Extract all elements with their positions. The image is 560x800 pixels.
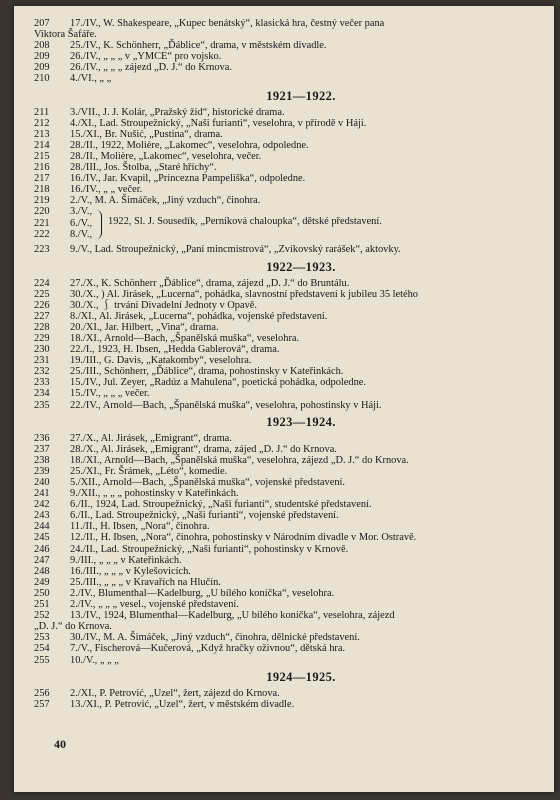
entry-number: 255 (34, 654, 50, 666)
entry-text: 9./V., Lad. Stroupežnický, „Paní mincmistrová“, „Zvíkovský rarášek“, aktovky. (70, 244, 401, 256)
entry-number: 223 (34, 244, 50, 256)
brace-symbol (94, 210, 102, 239)
entry-text: 1922, Sl. J. Sousedík, „Perníková chaloupka“, dětské představení. (108, 216, 382, 228)
entry-number: 209 (34, 51, 50, 63)
entry-text: 5./XII., Arnold—Bach, „Španělská muška“, vojenské představení. (70, 477, 345, 488)
entry-number: 250 (34, 587, 50, 599)
entry-number: 256 (34, 687, 50, 699)
entry-text: 6./II., 1924, Lad. Stroupežnický, „Naši furianti“, studentské představení. (70, 499, 372, 511)
page-number: 40 (54, 737, 66, 751)
entry-number: 228 (34, 321, 50, 333)
entry-date: 3./V., (70, 206, 93, 218)
list-item (34, 399, 532, 411)
list-item (34, 443, 532, 455)
entry-number: 240 (34, 477, 50, 488)
entry-number: 207 (34, 18, 50, 29)
entry-text: 26./IV., „ „ „ v „YMCE“ pro vojsko. (70, 51, 222, 63)
entry-text: 16./IV., „ „ večer. (70, 184, 143, 196)
entry-text: 16./III., „ „ „ v Kylešovicích. (70, 565, 191, 577)
entry-number: 257 (34, 698, 50, 710)
season-heading: 1924—1925. (266, 669, 336, 684)
list-item (34, 228, 532, 240)
entry-text: Viktora Šafáře. (34, 29, 97, 41)
list-item (34, 465, 532, 477)
entry-text: 4./XI., Lad. Stroupežnický, „Naši furianti“, veselohra, v přírodě v Háji. (70, 117, 367, 129)
entry-text: 20./XI., Jar. Hilbert, „Vina“, drama. (70, 321, 219, 333)
list-item (34, 195, 532, 207)
entry-date: 6./V., (70, 217, 93, 229)
entry-number: 248 (34, 565, 50, 577)
entry-number: 237 (34, 443, 50, 455)
entry-number: 233 (34, 377, 50, 389)
entry-text: 25./III., Schönherr, „Ďáblice“, drama, pohostinsky v Kateřinkách. (70, 366, 344, 378)
entry-number: 231 (34, 355, 50, 367)
list-item (34, 488, 532, 500)
entry-text: 25./III., „ „ „ v Kravařích na Hlučín. (70, 576, 221, 588)
list-item (34, 139, 532, 151)
entry-text: 25./XI., Fr. Šrámek, „Léto“, komedie. (70, 465, 228, 477)
entry-number: 218 (34, 184, 50, 196)
entry-number: 229 (34, 332, 50, 344)
list-item (34, 244, 532, 256)
entry-text: 22./I., 1923, H. Ibsen, „Hedda Gablerová“, drama. (70, 344, 280, 356)
entry-number: 212 (34, 117, 50, 129)
list-item (34, 654, 532, 666)
entry-text: 13./IV., 1924, Blumenthal—Kadelburg, „U bílého koníčka“, veselohra, zájezd (70, 610, 395, 622)
entry-number: 211 (34, 106, 50, 118)
entry-text: 15./IV., „ „ „ večer. (70, 388, 150, 400)
entry-number: 245 (34, 532, 50, 544)
entry-number: 241 (34, 488, 50, 500)
entry-text: 25./IV., K. Schönherr, „Ďáblice“, drama, v městském divadle. (70, 40, 327, 52)
entry-text: 8./XI., Al. Jirásek, „Lucerna“, pohádka, vojenské představení. (70, 310, 328, 322)
entry-number: 251 (34, 599, 50, 611)
list-item (34, 128, 532, 140)
entry-number: 222 (34, 228, 50, 240)
entry-text: 2./IV., „ „ „ vesel., vojenské představení. (70, 599, 239, 611)
list-item (34, 355, 532, 367)
entry-number: 210 (34, 73, 50, 85)
list-item (34, 18, 532, 29)
entry-text: 17./IV., W. Shakespeare, „Kupec benátský“, klasická hra, čestný večer pana (70, 18, 385, 29)
list-item (34, 543, 532, 555)
entry-text: 4./VI., „ „ (70, 73, 112, 85)
entry-number: 209 (34, 62, 50, 74)
list-item (34, 698, 532, 710)
entry-text: 18./XI., Arnold—Bach, „Španělská muška“, veselohra. (70, 332, 300, 344)
entry-number: 239 (34, 465, 50, 477)
entry-text: 2./V., M. A. Šimáček, „Jiný vzduch“, činohra. (70, 195, 261, 207)
entry-number: 221 (34, 217, 50, 229)
performance-list (34, 18, 532, 710)
entry-number: 232 (34, 366, 50, 378)
list-item (34, 184, 532, 196)
entry-text: 9./XII., „ „ „ pohostinsky v Kateřinkách. (70, 488, 239, 500)
entry-text: 30./IV., M. A. Šimáček, „Jiný vzduch“, činohra, dělnické představení. (70, 632, 360, 644)
entry-number: 234 (34, 388, 50, 400)
list-item (34, 51, 532, 63)
entry-text: 15./XI., Br. Nušić, „Pustina“, drama. (70, 128, 223, 140)
entry-number: 215 (34, 150, 50, 162)
list-item (34, 576, 532, 588)
list-item (34, 73, 532, 85)
entry-text: 18./XI., Arnold—Bach, „Španělská muška“, veselohra, zájezd „D. J.“ do Krnova. (70, 454, 409, 466)
entry-number: 236 (34, 432, 50, 444)
entry-number: 242 (34, 499, 50, 511)
list-item (34, 288, 532, 300)
entry-text: 30./X., ⎰ trvání Divadelní Jednoty v Opavě. (70, 299, 257, 311)
list-item (34, 388, 532, 400)
entry-text: 13./XI., P. Petrović, „Uzel“, žert, v městském divadle. (70, 698, 295, 710)
entry-text: 16./IV., Jar. Kvapil, „Princezna Pampeliška“, odpoledne. (70, 173, 306, 185)
entry-text: 28./II., 1922, Molière, „Lakomec“, veselohra, odpoledne. (70, 139, 309, 151)
season-heading: 1922—1923. (266, 259, 336, 274)
entry-number: 253 (34, 632, 50, 644)
entry-text: 27./X., K. Schönherr „Ďáblice“, drama, zájezd „D. J.“ do Bruntálu. (70, 277, 350, 289)
entry-text: 2./XI., P. Petrović, „Uzel“, žert, zájezd do Krnova. (70, 687, 280, 699)
entry-text: 15./IV., Jul. Zeyer, „Radúz a Mahulena“, poetická pohádka, odpoledne. (70, 377, 367, 389)
entry-number: 217 (34, 173, 50, 185)
list-item (34, 621, 532, 633)
entry-number: 246 (34, 543, 50, 555)
entry-number: 224 (34, 277, 50, 289)
entry-date: 8./V., (70, 228, 93, 240)
list-item (34, 554, 532, 566)
list-item (34, 106, 532, 118)
entry-text: 12./II., H. Ibsen, „Nora“, činohra, pohostinsky v Národním divadle v Mor. Ostravě. (70, 532, 417, 544)
entry-text: 24./II., Lad. Stroupežnický, „Naši furianti“, pohostinsky v Krnově. (70, 543, 349, 555)
season-heading: 1921—1922. (266, 88, 336, 103)
entry-text: 28./X., Al. Jirásek, „Emigrant“, drama, zájed „D. J.“ do Krnova. (70, 443, 337, 455)
entry-number: 235 (34, 399, 50, 411)
list-item (34, 510, 532, 522)
entry-number: 254 (34, 643, 50, 655)
entry-number: 247 (34, 554, 50, 566)
entry-text: 9./III., „ „ „ v Kateřinkách. (70, 554, 182, 566)
entry-text: 11./II., H. Ibsen, „Nora“, činohra. (70, 521, 210, 533)
list-item (34, 532, 532, 544)
list-item (34, 277, 532, 289)
entry-text: 10./V., „ „ „ (70, 654, 119, 666)
list-item (34, 377, 532, 389)
entry-number: 252 (34, 610, 50, 622)
entry-number: 238 (34, 454, 50, 466)
entry-text: 2./IV., Blumenthal—Kadelburg, „U bílého koníčka“, veselohra. (70, 587, 335, 599)
list-item (34, 173, 532, 185)
entry-text: 22./IV., Arnold—Bach, „Španělská muška“, veselohra, pohostinsky v Háji. (70, 399, 382, 411)
entry-text: 28./II., Molière, „Lakomec“, veselohra, večer. (70, 150, 262, 162)
entry-number: 214 (34, 139, 50, 151)
entry-text: 3./VII., J. J. Kolár, „Pražský žid“, historické drama. (70, 106, 285, 118)
entry-text: „D. J.“ do Krnova. (34, 621, 112, 633)
list-item (34, 299, 532, 311)
entry-text: 26./IV., „ „ „ zájezd „D. J.“ do Krnova. (70, 62, 232, 74)
list-item (34, 321, 532, 333)
entry-text: 7./V., Fischerová—Kučerová, „Když hračky oživnou“, dětská hra. (70, 643, 346, 655)
book-page (14, 6, 554, 792)
entry-number: 208 (34, 40, 50, 52)
list-item (34, 344, 532, 356)
entry-text: 28./III., Jos. Štolba, „Staré hříchy“. (70, 162, 217, 174)
list-item (34, 477, 532, 488)
entry-number: 220 (34, 206, 50, 218)
list-item (34, 610, 532, 622)
list-item (34, 454, 532, 466)
list-item (34, 499, 532, 511)
entry-text: 6./II., Lad. Stroupežnický, „Naši furianti“, vojenské představení. (70, 510, 339, 522)
list-item (34, 599, 532, 611)
list-item (34, 366, 532, 378)
entry-number: 249 (34, 576, 50, 588)
entry-number: 219 (34, 195, 50, 207)
season-heading: 1923—1924. (266, 414, 336, 429)
entry-number: 230 (34, 344, 50, 356)
grouped-entries (34, 206, 532, 244)
list-item (34, 632, 532, 644)
list-item (34, 310, 532, 322)
list-item (34, 29, 532, 41)
entry-number: 216 (34, 162, 50, 174)
entry-number: 243 (34, 510, 50, 522)
list-item (34, 565, 532, 577)
entry-number: 225 (34, 288, 50, 300)
entry-text: 30./X., ) Al. Jirásek, „Lucerna“, pohádka, slavnostní představení k jubileu 35 letého (70, 288, 418, 300)
list-item (34, 162, 532, 174)
list-item (34, 587, 532, 599)
list-item (34, 62, 532, 74)
list-item (34, 40, 532, 52)
list-item (34, 643, 532, 655)
entry-number: 227 (34, 310, 50, 322)
list-item (34, 687, 532, 699)
list-item (34, 521, 532, 533)
entry-number: 226 (34, 299, 50, 311)
list-item (34, 150, 532, 162)
list-item (34, 117, 532, 129)
entry-text: 27./X., Al. Jirásek, „Emigrant“, drama. (70, 432, 232, 444)
entry-number: 213 (34, 128, 50, 140)
entry-number: 244 (34, 521, 50, 533)
entry-text: 19./III., G. Davis, „Katakomby“, veselohra. (70, 355, 252, 367)
list-item (34, 432, 532, 444)
list-item (34, 332, 532, 344)
